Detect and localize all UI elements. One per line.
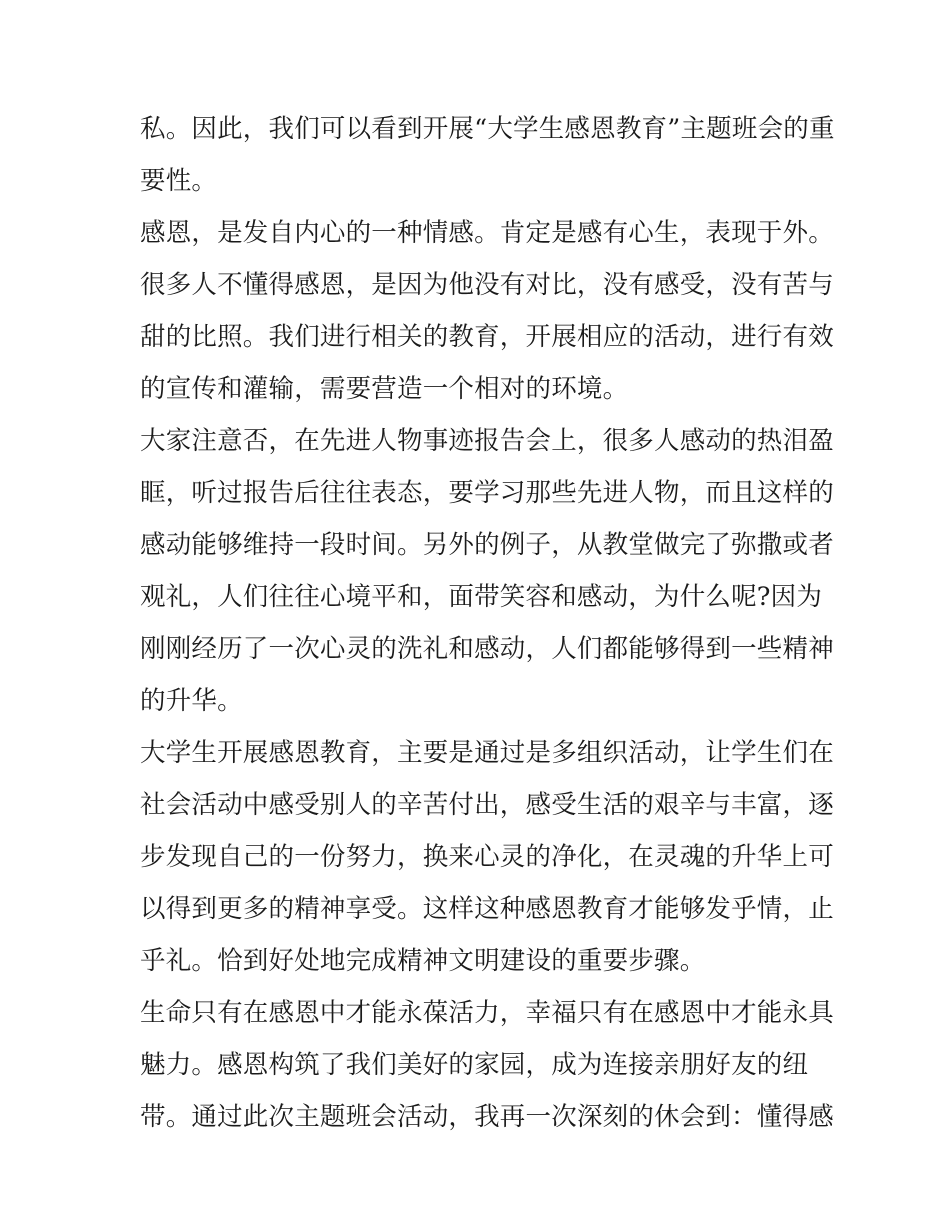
text-line: 以得到更多的精神享受。这样这种感恩教育才能够发乎情，止 [140, 894, 834, 924]
text-line: 的升华。 [140, 686, 243, 716]
text-line: 步发现自己的一份努力，换来心灵的净化，在灵魂的升华上可 [140, 842, 834, 872]
document-body [140, 103, 835, 1143]
text-line: 乎礼。恰到好处地完成精神文明建设的重要步骤。 [140, 946, 706, 976]
text-line: 刚刚经历了一次心灵的洗礼和感动，人们都能够得到一些精神 [140, 634, 834, 664]
text-line: 带。通过此次主题班会活动，我再一次深刻的休会到：懂得感 [140, 1102, 834, 1132]
text-line: 私。因此，我们可以看到开展“大学生感恩教育”主题班会的重 [140, 114, 835, 144]
text-line: 大家注意否，在先进人物事迹报告会上，很多人感动的热泪盈 [140, 426, 834, 456]
text-line: 魅力。感恩构筑了我们美好的家园，成为连接亲朋好友的纽 [140, 1050, 809, 1080]
text-line: 观礼，人们往往心境平和，面带笑容和感动，为什么呢?因为 [140, 582, 823, 612]
text-line: 大学生开展感恩教育，主要是通过是多组织活动，让学生们在 [140, 738, 834, 768]
text-line: 眶，听过报告后往往表态，要学习那些先进人物，而且这样的 [140, 478, 834, 508]
text-line: 感恩，是发自内心的一种情感。肯定是感有心生，表现于外。 [140, 218, 834, 248]
text-line: 社会活动中感受别人的辛苦付出，感受生活的艰辛与丰富，逐 [140, 790, 834, 820]
text-line: 感动能够维持一段时间。另外的例子，从教堂做完了弥撒或者 [140, 530, 834, 560]
text-line: 甜的比照。我们进行相关的教育，开展相应的活动，进行有效 [140, 322, 834, 352]
text-line: 生命只有在感恩中才能永葆活力，幸福只有在感恩中才能永具 [140, 998, 834, 1028]
text-line: 要性。 [140, 166, 218, 196]
text-line: 的宣传和灌输，需要营造一个相对的环境。 [140, 374, 629, 404]
text-line: 很多人不懂得感恩，是因为他没有对比，没有感受，没有苦与 [140, 270, 834, 300]
